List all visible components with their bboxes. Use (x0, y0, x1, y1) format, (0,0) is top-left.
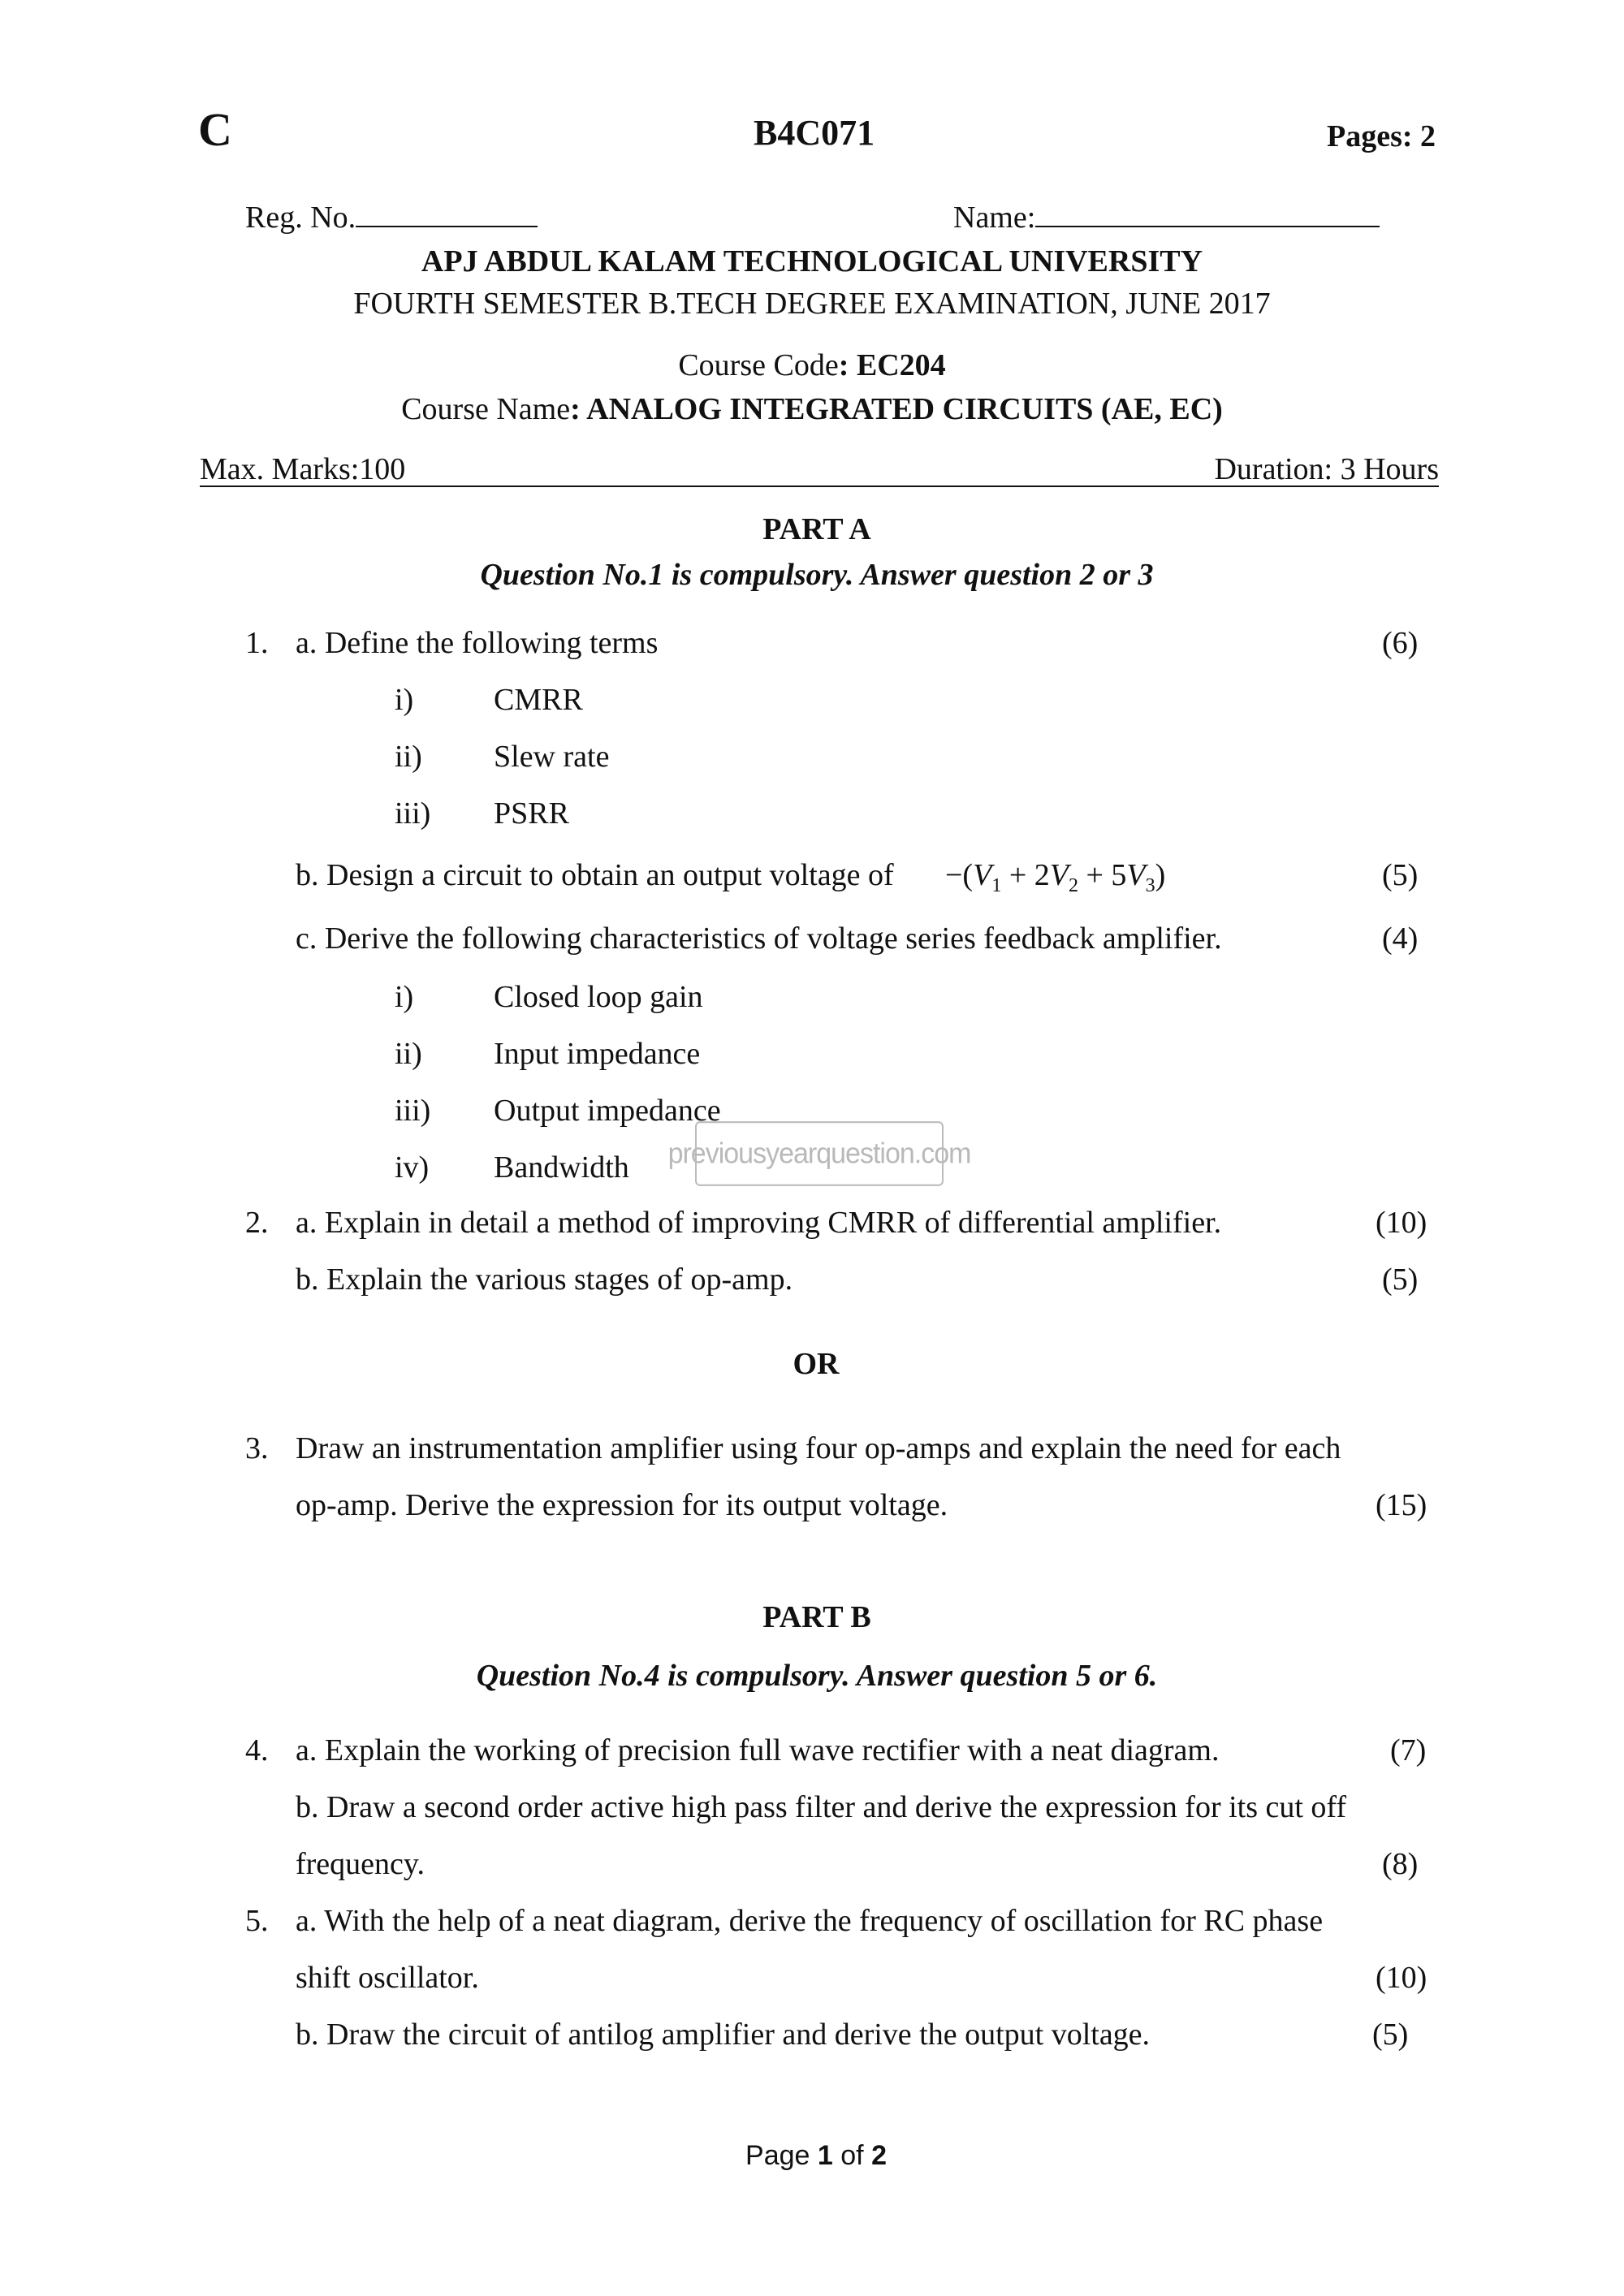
q4b-marks: (8) (1382, 1847, 1419, 1881)
q5-number: 5. (245, 1904, 269, 1938)
exam-title: FOURTH SEMESTER B.TECH DEGREE EXAMINATION, JUNE 2017 (353, 287, 1271, 321)
q4a-marks: (7) (1390, 1733, 1427, 1767)
q4b-text-line2: frequency. (296, 1847, 425, 1881)
expr-close: ) (1155, 858, 1166, 892)
course-name (0, 391, 1624, 427)
part-b-title: PART B (762, 1600, 871, 1634)
expr-sub: 1 (991, 875, 1002, 896)
page-count: Pages: 2 (1327, 119, 1436, 153)
part-b-instruction: Question No.4 is compulsory. Answer question 5 or 6. (476, 1659, 1158, 1693)
q1c-item-text: Bandwidth (494, 1150, 629, 1185)
university-name: APJ ABDUL KALAM TECHNOLOGICAL UNIVERSITY (421, 244, 1203, 278)
q5b-text: b. Draw the circuit of antilog amplifier and derive the output voltage. (296, 2018, 1151, 2052)
q1c-item-roman: iv) (395, 1150, 430, 1185)
reg-no-field (245, 200, 538, 235)
q1b-marks: (5) (1382, 858, 1419, 892)
paper-code: B4C071 (754, 113, 875, 153)
name-field (953, 200, 1380, 235)
q1a-item-text: PSRR (494, 796, 569, 831)
course-name-value: : ANALOG INTEGRATED CIRCUITS (AE, EC) (570, 392, 1223, 426)
q1a-item-roman: iii) (395, 796, 431, 831)
part-a-instruction: Question No.1 is compulsory. Answer question 2 or 3 (480, 558, 1154, 592)
expr-term: + 5 (1078, 858, 1127, 892)
expr-sub: 2 (1068, 875, 1078, 896)
expr-sub: 3 (1145, 875, 1155, 896)
q3-number: 3. (245, 1431, 269, 1465)
q3-text-line1: Draw an instrumentation amplifier using four op-amps and explain the need for each (296, 1431, 1341, 1465)
q4b-text-line1: b. Draw a second order active high pass filter and derive the expression for its cut off (296, 1790, 1347, 1824)
q3-marks: (15) (1376, 1488, 1427, 1522)
course-code-label: Course Code (678, 348, 839, 382)
course-name-label: Course Name (401, 392, 571, 426)
q1c-item-text: Output impedance (494, 1094, 721, 1128)
part-a-title: PART A (762, 512, 871, 546)
q2a-marks: (10) (1376, 1206, 1427, 1240)
footer-total-pages: 2 (871, 2140, 887, 2171)
q5a-text-line1: a. With the help of a neat diagram, derive the frequency of oscillation for RC phase (296, 1904, 1324, 1938)
course-code (0, 347, 1624, 383)
q2a-text: a. Explain in detail a method of improving CMRR of differential amplifier. (296, 1206, 1222, 1240)
q1a-item-text: CMRR (494, 683, 583, 717)
footer-of-label: of (840, 2140, 864, 2171)
duration: Duration: 3 Hours (1214, 452, 1439, 486)
footer-current-page: 1 (817, 2140, 833, 2171)
q1a-marks: (6) (1382, 626, 1419, 660)
q1c-item-roman: i) (395, 980, 414, 1014)
series-letter: C (198, 103, 232, 156)
q2b-text: b. Explain the various stages of op-amp. (296, 1262, 793, 1297)
name-blank (1035, 201, 1380, 227)
q2b-marks: (5) (1382, 1262, 1419, 1297)
q1c-text: c. Derive the following characteristics of voltage series feedback amplifier. (296, 921, 1222, 956)
q1b-expression (945, 857, 1165, 897)
header-divider (200, 486, 1439, 487)
q5b-marks: (5) (1372, 2018, 1409, 2052)
q1c-item-text: Input impedance (494, 1037, 701, 1071)
or-divider: OR (793, 1347, 840, 1381)
q4-number: 4. (245, 1733, 269, 1767)
q1c-item-roman: iii) (395, 1094, 431, 1128)
q4a-text: a. Explain the working of precision full wave rectifier with a neat diagram. (296, 1733, 1220, 1767)
q5a-text-line2: shift oscillator. (296, 1961, 479, 1995)
footer-page-label: Page (745, 2140, 810, 2171)
watermark-logo: previousyearquestion.com (695, 1121, 944, 1186)
q1c-item-roman: ii) (395, 1037, 422, 1071)
name-label: Name: (953, 201, 1036, 235)
reg-no-label: Reg. No. (245, 201, 356, 235)
q1c-item-text: Closed loop gain (494, 980, 703, 1014)
q1a-item-roman: i) (395, 683, 414, 717)
q1c-marks: (4) (1382, 921, 1419, 956)
expr-var: V (973, 858, 992, 892)
expr-var: V (1126, 858, 1146, 892)
q1a-item-text: Slew rate (494, 740, 610, 774)
course-code-value: : EC204 (838, 348, 946, 382)
max-marks: Max. Marks:100 (200, 452, 406, 486)
expr-var: V (1049, 858, 1069, 892)
q5a-marks: (10) (1376, 1961, 1427, 1995)
q1a-item-roman: ii) (395, 740, 422, 774)
q3-text-line2: op-amp. Derive the expression for its output voltage. (296, 1488, 948, 1522)
expr-open: −( (945, 858, 974, 892)
q2-number: 2. (245, 1206, 269, 1240)
q1b-text: b. Design a circuit to obtain an output voltage of (296, 858, 894, 892)
reg-no-blank (356, 201, 538, 227)
page-footer (0, 2140, 1624, 2172)
q1-number: 1. (245, 626, 269, 660)
q1a-text: a. Define the following terms (296, 626, 659, 660)
expr-term: + 2 (1001, 858, 1050, 892)
